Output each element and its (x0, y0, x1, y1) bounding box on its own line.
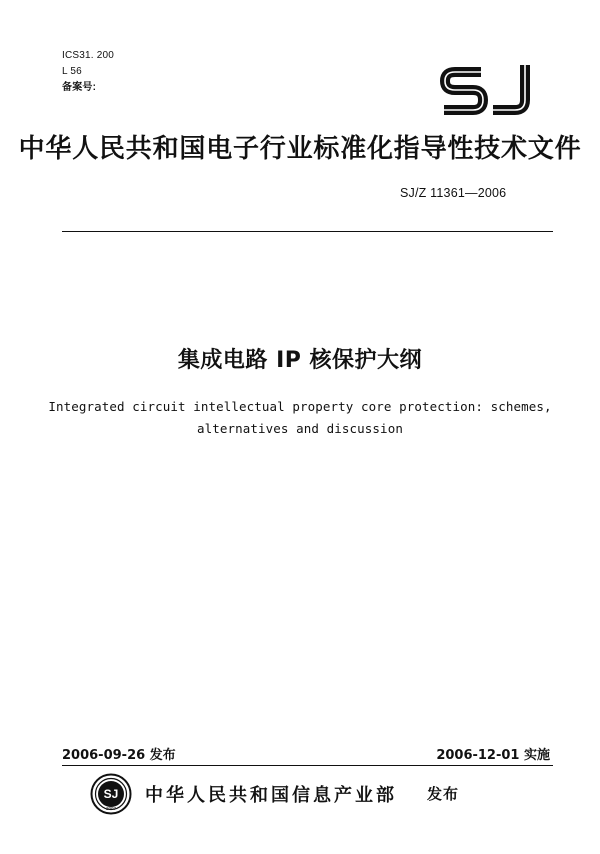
document-title-english-line2: alternatives and discussion (197, 421, 403, 436)
document-title-english-line1: Integrated circuit intellectual property core protection: schemes, (48, 399, 552, 414)
classification-code: L 56 (62, 66, 82, 77)
issuer-title: 中华人民共和国电子行业标准化指导性技术文件 (18, 134, 582, 164)
issuing-ministry: 中华人民共和国信息产业部 (145, 785, 397, 806)
publish-label: 发布 (427, 785, 460, 803)
implementation-date: 2006-12-01 实施 (436, 748, 550, 763)
footer-divider (62, 765, 553, 766)
sj-logo (437, 47, 541, 120)
record-number-label: 备案号: (62, 82, 97, 93)
svg-text:2007: 2007 (105, 806, 117, 811)
document-title-chinese: 集成电路 IP 核保护大纲 (177, 348, 423, 373)
header-divider (62, 231, 553, 232)
ics-code: ICS31. 200 (62, 50, 115, 61)
ministry-seal-icon (90, 773, 132, 815)
svg-text:SJ: SJ (437, 47, 452, 66)
publish-date: 2006-09-26 发布 (62, 748, 176, 763)
standard-number: SJ/Z 11361—2006 (400, 186, 507, 200)
svg-text:SJ: SJ (103, 787, 119, 801)
